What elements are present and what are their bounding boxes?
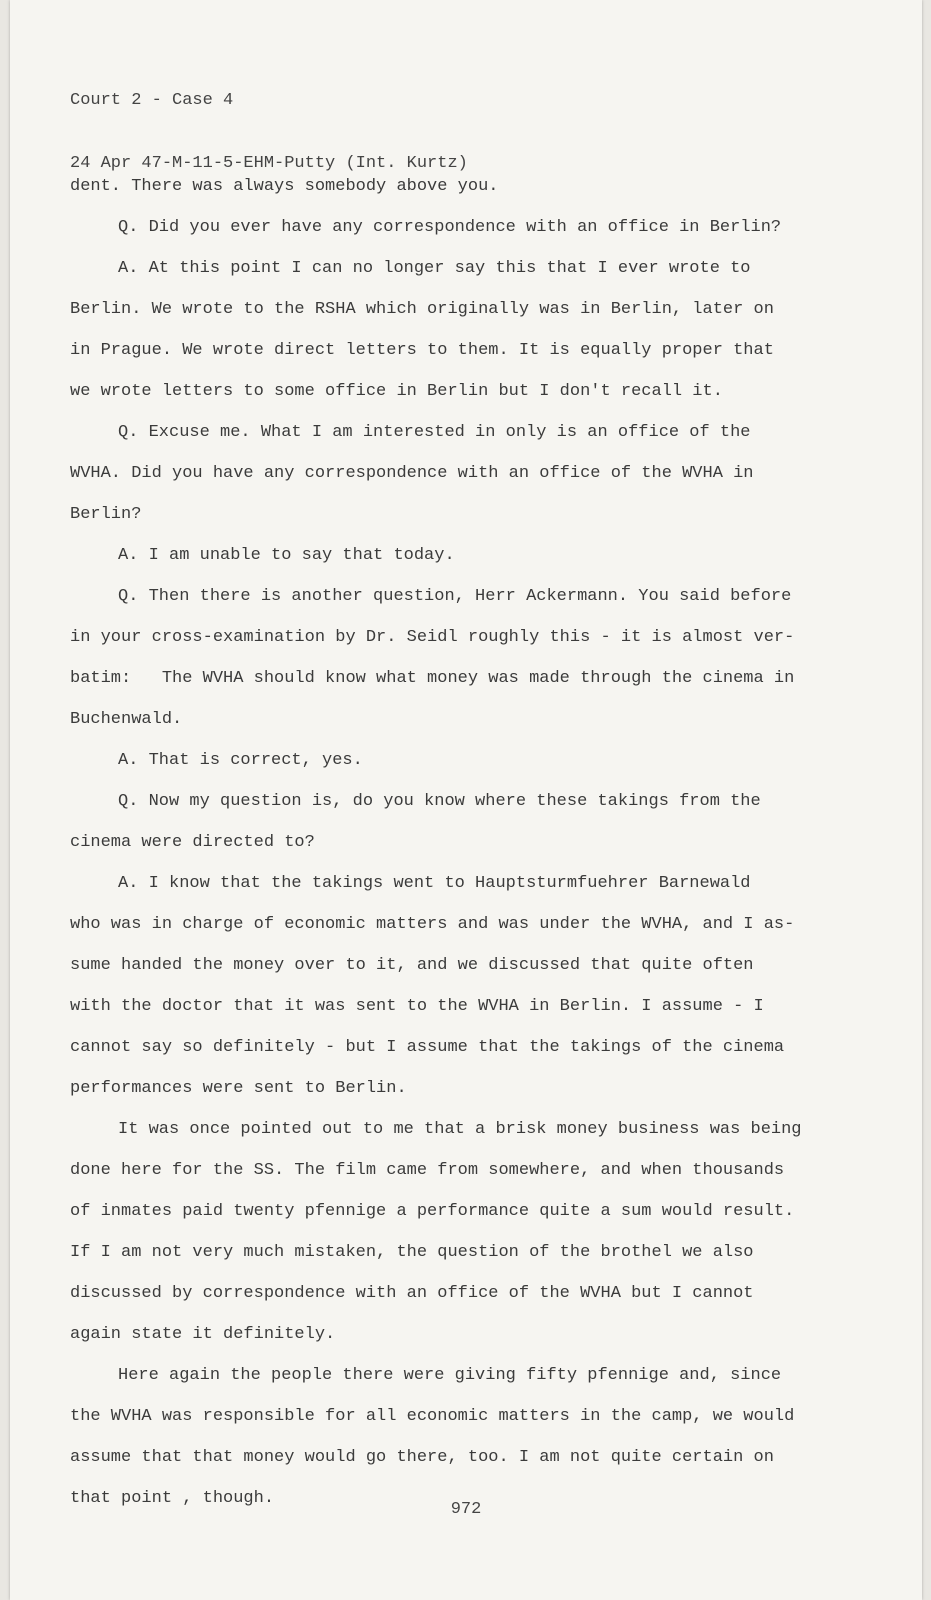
transcript-line: It was once pointed out to me that a brisk money business was being [118, 1120, 802, 1139]
transcript-line: WVHA. Did you have any correspondence with an office of the WVHA in [70, 464, 754, 483]
transcript-line: we wrote letters to some office in Berlin but I don't recall it. [70, 382, 723, 401]
transcript-line: who was in charge of economic matters and was under the WVHA, and I as- [70, 915, 795, 934]
transcript-line: A. I am unable to say that today. [118, 546, 455, 565]
transcript-line: done here for the SS. The film came from somewhere, and when thousands [70, 1161, 785, 1180]
transcript-line: Here again the people there were giving fifty pfennige and, since [118, 1366, 782, 1385]
transcript-line: sume handed the money over to it, and we discussed that quite often [70, 956, 754, 975]
transcript-line: A. That is correct, yes. [118, 751, 363, 770]
transcript-line: that point , though. [70, 1489, 275, 1508]
transcript-line: batim: The WVHA should know what money was made through the cinema in [70, 669, 795, 688]
transcript-body [70, 166, 830, 1519]
transcript-line: cannot say so definitely - but I assume that the takings of the cinema [70, 1038, 785, 1057]
transcript-line: A. At this point I can no longer say this that I ever wrote to [118, 259, 751, 278]
page-number: 972 [450, 1500, 482, 1519]
transcript-line: Berlin? [70, 505, 142, 524]
transcript-line: discussed by correspondence with an office of the WVHA but I cannot [70, 1284, 754, 1303]
transcript-line: cinema were directed to? [70, 833, 315, 852]
transcript-line: Q. Now my question is, do you know where these takings from the [118, 792, 761, 811]
transcript-line: Buchenwald. [70, 710, 183, 729]
transcript-line: with the doctor that it was sent to the WVHA in Berlin. I assume - I [70, 997, 764, 1016]
transcript-line: If I am not very much mistaken, the question of the brothel we also [70, 1243, 754, 1262]
transcript-line: the WVHA was responsible for all economic matters in the camp, we would [70, 1407, 795, 1426]
transcript-line: dent. There was always somebody above you. [70, 177, 499, 196]
header-court-case: Court 2 - Case 4 [70, 91, 234, 110]
transcript-line: Berlin. We wrote to the RSHA which originally was in Berlin, later on [70, 300, 774, 319]
transcript-line: Q. Then there is another question, Herr Ackermann. You said before [118, 587, 792, 606]
transcript-line: in Prague. We wrote direct letters to them. It is equally proper that [70, 341, 774, 360]
transcript-line: of inmates paid twenty pfennige a performance quite a sum would result. [70, 1202, 795, 1221]
transcript-line: performances were sent to Berlin. [70, 1079, 407, 1098]
transcript-line: assume that that money would go there, too. I am not quite certain on [70, 1448, 774, 1467]
transcript-line: in your cross-examination by Dr. Seidl roughly this - it is almost ver- [70, 628, 795, 647]
transcript-line: again state it definitely. [70, 1325, 336, 1344]
transcript-line: Q. Excuse me. What I am interested in only is an office of the [118, 423, 751, 442]
transcript-line: A. I know that the takings went to Hauptsturmfuehrer Barnewald [118, 874, 751, 893]
header-session-info: 24 Apr 47-M-11-5-EHM-Putty (Int. Kurtz) [70, 154, 468, 173]
document-page [10, 0, 922, 1600]
transcript-line: Q. Did you ever have any correspondence with an office in Berlin? [118, 218, 782, 237]
